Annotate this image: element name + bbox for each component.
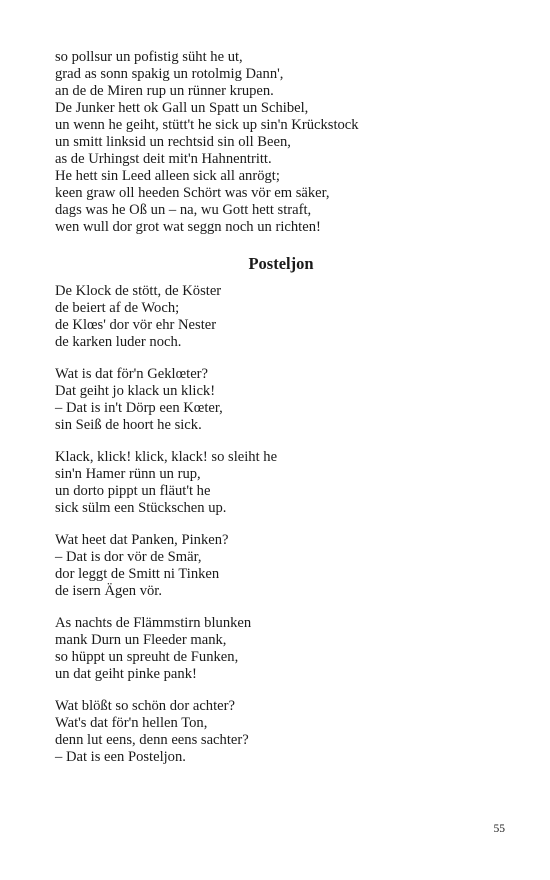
poem-line: as de Urhingst deit mit'n Hahnentritt. <box>55 151 272 167</box>
poem-line: un wenn he geiht, stütt't he sick up sin'n Krückstock <box>55 117 359 133</box>
poem-line: dags was he Oß un – na, wu Gott hett straft, <box>55 202 312 218</box>
previous-poem-ending <box>55 49 505 236</box>
poem-line: wen wull dor grot wat seggn noch un richten! <box>55 219 321 235</box>
poem-line: He hett sin Leed alleen sick all anrögt; <box>55 168 280 184</box>
stanza <box>55 449 505 517</box>
poem-line: un dat geiht pinke pank! <box>55 666 197 682</box>
poem-line: de beiert af de Woch; <box>55 300 180 316</box>
poem-line: sin'n Hamer rünn un rup, <box>55 466 201 482</box>
poem-line: un smitt linksid un rechtsid sin oll Been, <box>55 134 291 150</box>
poem-title: Posteljon <box>248 254 314 273</box>
stanza <box>55 532 505 600</box>
poem-line: Wat's dat för'n hellen Ton, <box>55 715 208 731</box>
poem-line: – Dat is in't Dörp een Kœter, <box>55 400 223 416</box>
poem-line: un dorto pippt un fläut't he <box>55 483 211 499</box>
poem-line: Wat heet dat Panken, Pinken? <box>55 532 229 548</box>
poem-line: de karken luder noch. <box>55 334 182 350</box>
poem-line: de Klœs' dor vör ehr Nester <box>55 317 217 333</box>
page-content <box>55 49 505 766</box>
poem-line: Wat blößt so schön dor achter? <box>55 698 235 714</box>
poem-line: so hüppt un spreuht de Funken, <box>55 649 239 665</box>
poem-line: de isern Ägen vör. <box>55 583 162 599</box>
poem-line: keen graw oll heeden Schört was vör em säker, <box>55 185 330 201</box>
stanza <box>55 283 505 351</box>
poem-line: an de de Miren rup un rünner krupen. <box>55 83 274 99</box>
poem-line: sin Seiß de hoort he sick. <box>55 417 202 433</box>
poem-line: – Dat is een Posteljon. <box>55 749 186 765</box>
stanza <box>55 698 505 766</box>
poem-line: De Junker hett ok Gall un Spatt un Schibel, <box>55 100 309 116</box>
poem-line: De Klock de stött, de Köster <box>55 283 222 299</box>
poem-line: Dat geiht jo klack un klick! <box>55 383 216 399</box>
poem-line: As nachts de Flämmstirn blunken <box>55 615 252 631</box>
poem-line: – Dat is dor vör de Smär, <box>55 549 202 565</box>
poem-line: mank Durn un Fleeder mank, <box>55 632 227 648</box>
stanza <box>55 615 505 683</box>
poem-line: Klack, klick! klick, klack! so sleiht he <box>55 449 278 465</box>
poem-line: sick sülm een Stückschen up. <box>55 500 227 516</box>
poem-line: grad as sonn spakig un rotolmig Dann', <box>55 66 284 82</box>
poem-posteljon <box>55 283 505 766</box>
poem-line: dor leggt de Smitt ni Tinken <box>55 566 220 582</box>
page-number: 55 <box>493 823 505 835</box>
poem-line: Wat is dat för'n Geklœter? <box>55 366 209 382</box>
poem-line: denn lut eens, denn eens sachter? <box>55 732 249 748</box>
stanza <box>55 366 505 434</box>
poem-line: so pollsur un pofistig süht he ut, <box>55 49 243 65</box>
